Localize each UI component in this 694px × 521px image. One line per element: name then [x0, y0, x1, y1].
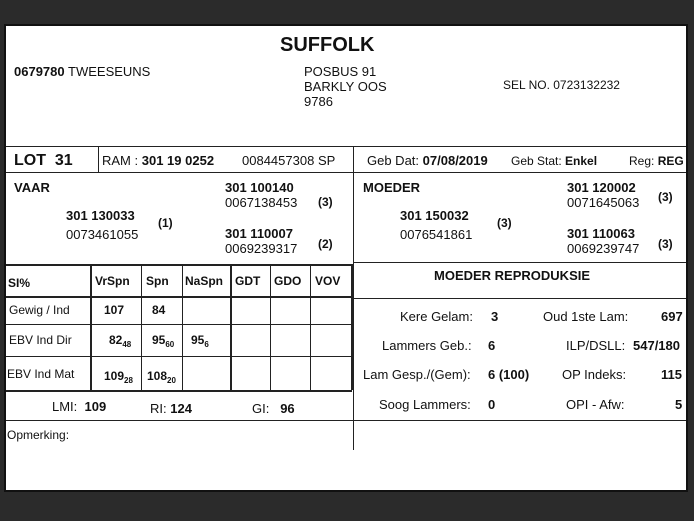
- dam: [400, 206, 472, 244]
- dam-dam-mark: (3): [658, 237, 673, 251]
- reg-value: REG: [657, 154, 684, 168]
- gi: [252, 401, 295, 416]
- birth-status: [511, 154, 597, 168]
- ram-status: SP: [317, 153, 336, 168]
- dam-sire-mark: (3): [658, 190, 673, 204]
- cell-value: 107: [104, 303, 125, 317]
- cell-spn: [152, 303, 165, 319]
- ram-id: 301 19 0252: [141, 153, 215, 168]
- col-header-vov: VOV: [315, 274, 341, 288]
- breed-title: SUFFOLK: [280, 34, 375, 56]
- table-top-border: [6, 264, 352, 266]
- dam-sire-reg: 0071645063: [567, 195, 640, 210]
- divider: [98, 146, 99, 172]
- cell-value: 84: [152, 303, 166, 317]
- ilp-value: 547/180: [633, 338, 680, 353]
- gesp-value: 6 (100): [488, 367, 530, 382]
- table-row-border: [6, 356, 352, 357]
- divider: [353, 298, 686, 299]
- table-header-border: [6, 296, 352, 298]
- phone-number: SEL NO. 0723132232: [503, 78, 620, 92]
- table-row-border: [6, 324, 352, 325]
- dam-sire: [567, 180, 639, 210]
- ram-reg: [242, 153, 335, 168]
- ram-reg-number: 0084457308: [242, 153, 315, 168]
- sire-dam-id: 301 110007: [225, 226, 293, 241]
- op-value: 115: [661, 367, 682, 382]
- ilp-label: ILP/DSLL:: [566, 338, 626, 353]
- reg-label: Reg:: [629, 154, 655, 168]
- table-col-border: [90, 264, 92, 390]
- lmi-value: 109: [84, 399, 107, 414]
- sire-dam-reg: 0069239317: [225, 241, 298, 256]
- breeder: [14, 64, 150, 79]
- dam-id: 301 150032: [400, 208, 469, 223]
- gesp-label: Lam Gesp./(Gem):: [363, 367, 471, 382]
- sire-id: 301 130033: [66, 208, 135, 223]
- cell-spn: [147, 369, 176, 385]
- address-line-2: BARKLY OOS: [304, 79, 387, 94]
- birth-status-label: Geb Stat:: [511, 154, 562, 168]
- oud-value: 697: [661, 309, 683, 324]
- cell-value: 108: [147, 369, 168, 383]
- lot-value: 31: [54, 152, 73, 169]
- dam-sire-id: 301 120002: [567, 180, 636, 195]
- divider: [6, 146, 686, 147]
- sire-reg: 0073461055: [66, 227, 139, 242]
- cell-value: 109: [104, 369, 125, 383]
- birth-date-label: Geb Dat:: [367, 153, 420, 168]
- dam-reg: 0076541861: [400, 227, 473, 242]
- breeder-id: 0679780: [14, 64, 65, 79]
- col-header-spn: Spn: [146, 274, 169, 288]
- soog-value: 0: [488, 397, 496, 412]
- sire-sire-reg: 0067138453: [225, 195, 298, 210]
- sire-label: VAAR: [14, 180, 50, 195]
- address: [304, 64, 387, 109]
- ri-value: 124: [170, 401, 192, 416]
- table-col-border: [141, 264, 142, 390]
- cell-accuracy: 60: [165, 340, 175, 349]
- remarks-label: Opmerking:: [7, 428, 70, 442]
- dam-dam-id: 301 110063: [567, 226, 635, 241]
- divider: [353, 172, 354, 450]
- cell-accuracy: 28: [124, 376, 133, 385]
- ram-label: RAM :: [102, 153, 139, 168]
- cell-value: 95: [152, 333, 166, 347]
- row-label: EBV Ind Mat: [7, 367, 75, 381]
- cell-spn: [152, 333, 174, 349]
- table-col-border: [230, 264, 232, 390]
- lot-number: [14, 152, 73, 170]
- divider: [353, 262, 686, 263]
- kere-value: 3: [491, 309, 499, 324]
- dam-label: MOEDER: [363, 180, 421, 195]
- ri-label: RI:: [150, 401, 167, 416]
- op-label: OP Indeks:: [562, 367, 627, 382]
- table-col-border: [351, 264, 353, 390]
- soog-label: Soog Lammers:: [379, 397, 471, 412]
- table-bottom-border: [6, 390, 352, 392]
- divider: [6, 420, 686, 421]
- cell-accuracy: 20: [167, 376, 176, 385]
- cell-vrspn: [104, 303, 124, 319]
- sire-dam-mark: (2): [318, 237, 333, 251]
- reproduction-title: MOEDER REPRODUKSIE: [434, 268, 591, 283]
- birth-status-value: Enkel: [565, 154, 598, 168]
- lot-label: LOT: [14, 152, 46, 169]
- cell-accuracy: 6: [204, 340, 209, 349]
- kere-label: Kere Gelam:: [400, 309, 473, 324]
- col-header-naspn: NaSpn: [185, 274, 224, 288]
- dam-dam: [567, 226, 639, 256]
- sire-mark: (1): [158, 216, 173, 230]
- cell-value: 82: [109, 333, 123, 347]
- breeder-name: TWEESEUNS: [68, 64, 151, 79]
- gi-value: 96: [280, 401, 295, 416]
- address-line-1: POSBUS 91: [304, 64, 377, 79]
- lammers-label: Lammers Geb.:: [382, 338, 472, 353]
- sire-sire-id: 301 100140: [225, 180, 294, 195]
- gi-label: GI:: [252, 401, 270, 416]
- divider: [353, 146, 354, 172]
- col-header-gdo: GDO: [274, 274, 302, 288]
- sale-catalogue-card: [4, 24, 688, 492]
- sire-dam: [225, 226, 297, 256]
- col-header-vrspn: VrSpn: [95, 274, 130, 288]
- col-header-si: SI%: [8, 276, 31, 290]
- opi-value: 5: [675, 397, 683, 412]
- registration: [629, 154, 684, 168]
- address-line-3: 9786: [304, 94, 333, 109]
- oud-label: Oud 1ste Lam:: [543, 309, 629, 324]
- table-col-border: [182, 264, 183, 390]
- lmi-label: LMI:: [52, 399, 78, 414]
- ri: [150, 401, 192, 416]
- row-label: Gewig / Ind: [9, 303, 70, 317]
- cell-naspn: [191, 333, 209, 349]
- sire-sire: [225, 180, 297, 210]
- lammers-value: 6: [488, 338, 496, 353]
- row-label: EBV Ind Dir: [9, 333, 72, 347]
- dam-mark: (3): [497, 216, 512, 230]
- cell-accuracy: 48: [122, 340, 132, 349]
- cell-vrspn: [104, 369, 133, 385]
- birth-date-value: 07/08/2019: [422, 153, 488, 168]
- col-header-gdt: GDT: [235, 274, 261, 288]
- lmi: [52, 399, 106, 414]
- sire: [66, 206, 138, 244]
- sire-sire-mark: (3): [318, 195, 333, 209]
- cell-vrspn: [109, 333, 131, 349]
- dam-dam-reg: 0069239747: [567, 241, 640, 256]
- ram-info: [102, 153, 214, 168]
- birth-date: [367, 153, 488, 168]
- opi-label: OPI - Afw:: [566, 397, 625, 412]
- table-col-border: [270, 264, 271, 390]
- table-col-border: [310, 264, 311, 390]
- divider: [6, 172, 686, 173]
- cell-value: 95: [191, 333, 205, 347]
